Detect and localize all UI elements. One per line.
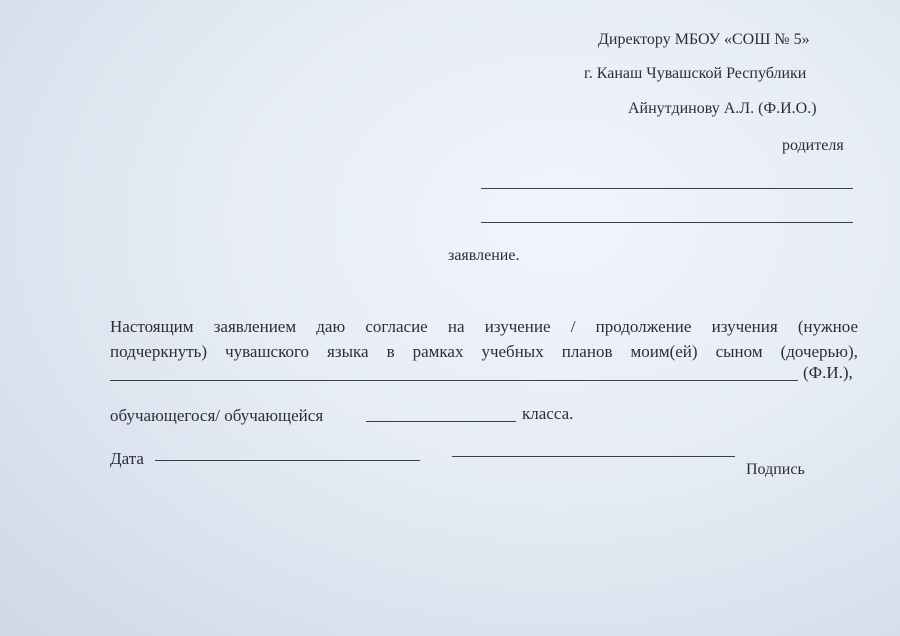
statement-word: рамках (412, 342, 464, 361)
addressee-line-4: родителя (782, 137, 844, 154)
parent-name-blank-1[interactable] (481, 188, 853, 189)
signature-blank[interactable] (452, 456, 735, 457)
statement-word: изучения (711, 317, 778, 336)
addressee-line-2: г. Канаш Чувашской Республики (584, 65, 807, 82)
date-blank[interactable] (155, 460, 420, 461)
date-label: Дата (110, 449, 144, 468)
statement-word: чувашского (225, 342, 310, 361)
statement-word: (дочерью), (780, 342, 858, 361)
document-title: заявление. (448, 247, 520, 264)
statement-word: языка (327, 342, 369, 361)
class-blank[interactable] (366, 421, 516, 422)
student-prefix: обучающегося/ обучающейся (110, 406, 324, 425)
child-name-blank[interactable] (110, 380, 798, 381)
addressee-line-1: Директору МБОУ «СОШ № 5» (598, 31, 810, 48)
statement-word: согласие (365, 317, 428, 336)
statement-word: учебных (481, 342, 544, 361)
statement-word: моим(ей) (630, 342, 698, 361)
statement-line-1 (110, 316, 858, 338)
statement-word: сыном (715, 342, 763, 361)
statement-word: Настоящим (110, 317, 194, 336)
parent-name-blank-2[interactable] (481, 222, 853, 223)
statement-word: продолжение (595, 317, 692, 336)
signature-label: Подпись (746, 461, 805, 478)
fio-label: (Ф.И.), (803, 363, 853, 382)
statement-word: изучение (484, 317, 551, 336)
statement-word: на (447, 317, 465, 336)
statement-word: планов (561, 342, 613, 361)
statement-word: даю (316, 317, 346, 336)
class-suffix: класса. (522, 404, 574, 423)
statement-word: в (386, 342, 395, 361)
addressee-line-3: Айнутдинову А.Л. (Ф.И.О.) (628, 100, 817, 117)
statement-line-2 (110, 341, 858, 363)
statement-word: подчеркнуть) (110, 342, 208, 361)
statement-word: / (570, 317, 576, 336)
statement-word: (нужное (797, 317, 858, 336)
statement-word: заявлением (213, 317, 297, 336)
